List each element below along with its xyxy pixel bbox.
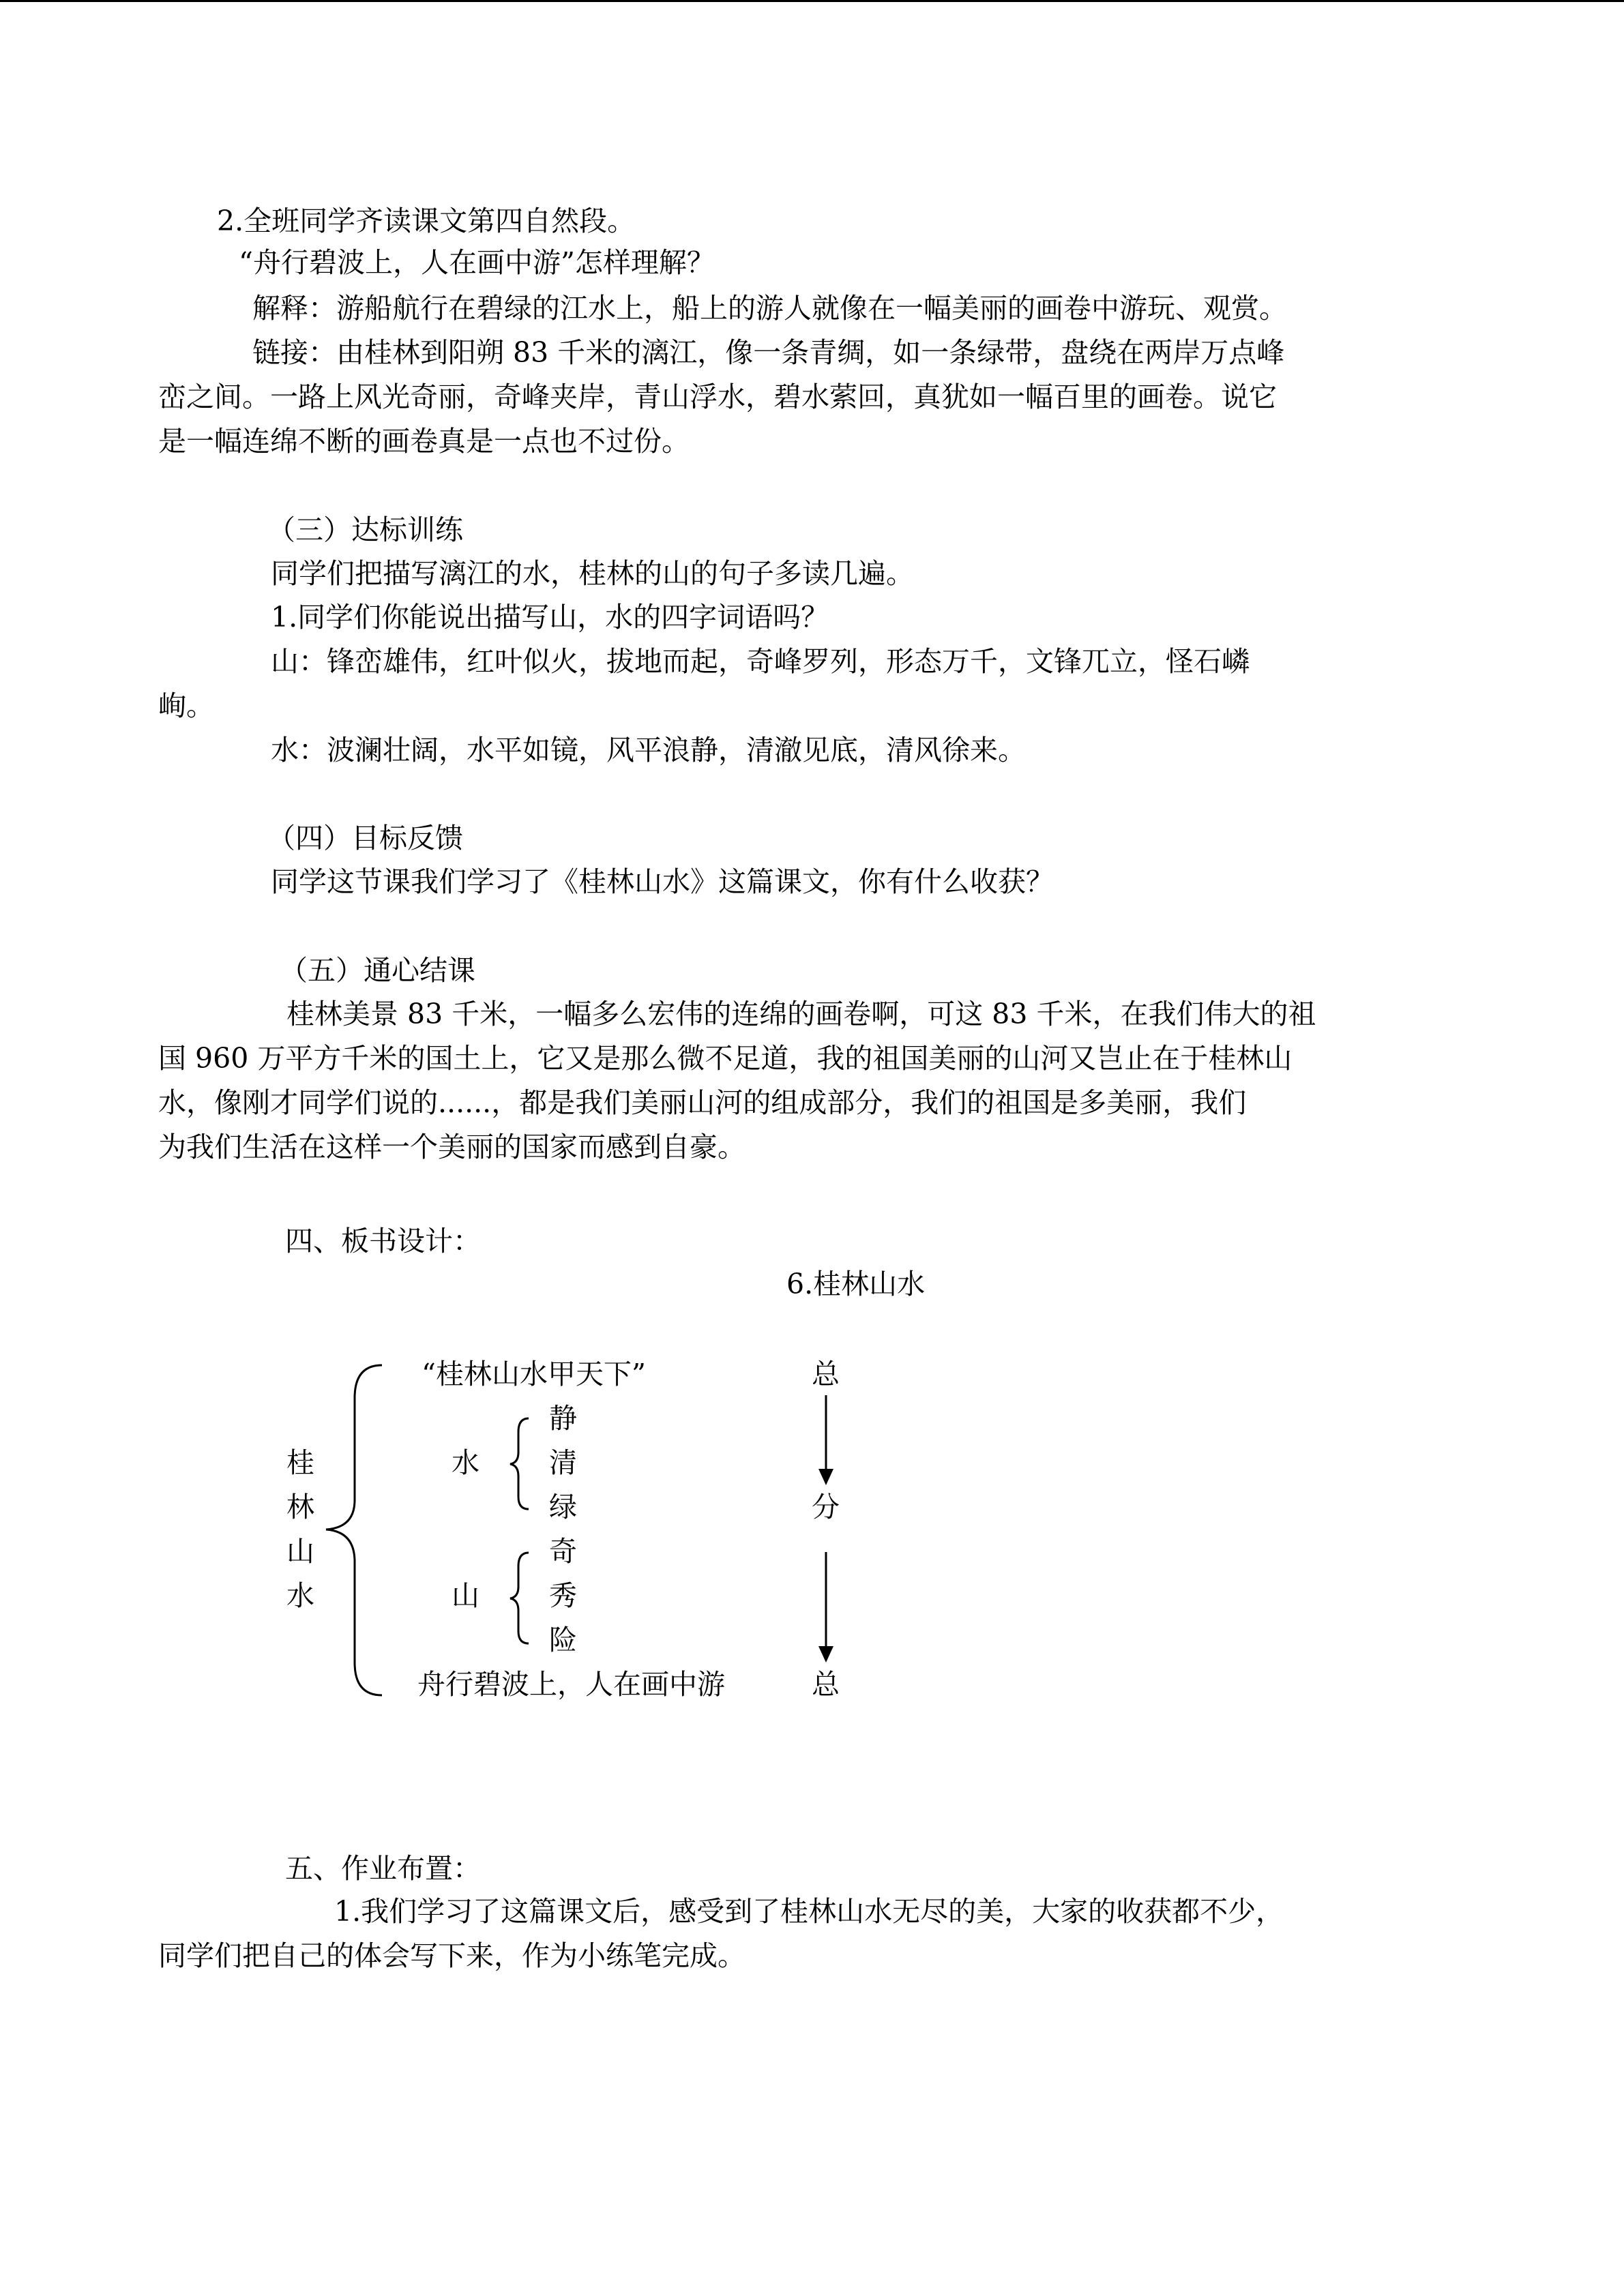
board-top-line: “桂林山水甲天下” bbox=[422, 1358, 646, 1390]
board-mountain-item: 奇 bbox=[549, 1535, 577, 1568]
paragraph-line: 是一幅连绵不断的画卷真是一点也不过份。 bbox=[158, 425, 690, 458]
section-heading: 四、板书设计： bbox=[285, 1225, 481, 1257]
paragraph-line: 链接：由桂林到阳朔 83 千米的漓江，像一条青绸，如一条绿带，盘绕在两岸万点峰 bbox=[252, 336, 1285, 369]
paragraph-line: “舟行碧波上，人在画中游”怎样理解？ bbox=[239, 246, 715, 279]
board-right-label: 总 bbox=[812, 1358, 840, 1390]
paragraph-line: 国 960 万平方千米的国土上，它又是那么微不足道，我的祖国美丽的山河又岂止在于桂林山 bbox=[158, 1042, 1293, 1075]
arrow-head bbox=[818, 1646, 833, 1663]
paragraph-line: 解释：游船航行在碧绿的江水上，船上的游人就像在一幅美丽的画卷中游玩、观赏。 bbox=[252, 292, 1287, 325]
main-brace bbox=[326, 1365, 382, 1695]
board-mountain-label: 山 bbox=[452, 1579, 479, 1612]
board-mountain-item: 险 bbox=[549, 1624, 577, 1656]
section-heading: （四）目标反馈 bbox=[267, 822, 463, 854]
board-left-char: 林 bbox=[286, 1491, 314, 1523]
paragraph-line: 山：锋峦雄伟，红叶似火，拔地而起，奇峰罗列，形态万千，文锋兀立，怪石嶙 bbox=[271, 645, 1250, 678]
board-left-char: 水 bbox=[286, 1579, 314, 1612]
board-bottom-line: 舟行碧波上，人在画中游 bbox=[417, 1668, 725, 1701]
paragraph-line: 同学们把自己的体会写下来，作为小练笔完成。 bbox=[158, 1939, 745, 1972]
paragraph-line: 峋。 bbox=[158, 689, 214, 722]
paragraph-line: 同学们把描写漓江的水，桂林的山的句子多读几遍。 bbox=[271, 557, 914, 590]
paragraph-line: 桂林美景 83 千米，一幅多么宏伟的连绵的画卷啊，可这 83 千米，在我们伟大的祖 bbox=[286, 998, 1316, 1030]
board-right-label: 分 bbox=[812, 1491, 840, 1523]
board-right-label: 总 bbox=[812, 1668, 840, 1701]
board-water-item: 静 bbox=[549, 1402, 577, 1435]
paragraph-line: 1.同学们你能说出描写山，水的四字词语吗？ bbox=[271, 601, 829, 633]
paragraph-line: 1.我们学习了这篇课文后，感受到了桂林山水无尽的美，大家的收获都不少， bbox=[334, 1895, 1284, 1928]
board-title: 6.桂林山水 bbox=[786, 1268, 926, 1300]
board-water-item: 绿 bbox=[549, 1491, 577, 1523]
water-brace bbox=[510, 1418, 529, 1509]
paragraph-line: 2.全班同学齐读课文第四自然段。 bbox=[217, 205, 636, 237]
board-water-item: 清 bbox=[549, 1446, 577, 1479]
arrow-head bbox=[818, 1469, 833, 1485]
paragraph-line: 峦之间。一路上风光奇丽，奇峰夹岸，青山浮水，碧水萦回，真犹如一幅百里的画卷。说它 bbox=[158, 381, 1277, 413]
paragraph-line: 水：波澜壮阔，水平如镜，风平浪静，清澈见底，清风徐来。 bbox=[271, 734, 1026, 766]
section-heading: （三）达标训练 bbox=[267, 513, 463, 546]
paragraph-line: 水，像刚才同学们说的......，都是我们美丽山河的组成部分，我们的祖国是多美丽，我们 bbox=[158, 1086, 1247, 1119]
section-heading: （五）通心结课 bbox=[280, 954, 475, 987]
paragraph-line: 为我们生活在这样一个美丽的国家而感到自豪。 bbox=[158, 1131, 745, 1163]
board-water-label: 水 bbox=[452, 1446, 479, 1479]
section-heading: 五、作业布置： bbox=[285, 1852, 481, 1885]
board-mountain-item: 秀 bbox=[549, 1579, 577, 1612]
board-left-char: 桂 bbox=[286, 1446, 314, 1479]
mountain-brace bbox=[510, 1553, 529, 1643]
paragraph-line: 同学这节课我们学习了《桂林山水》这篇课文，你有什么收获？ bbox=[271, 865, 1054, 898]
board-left-char: 山 bbox=[286, 1535, 314, 1568]
